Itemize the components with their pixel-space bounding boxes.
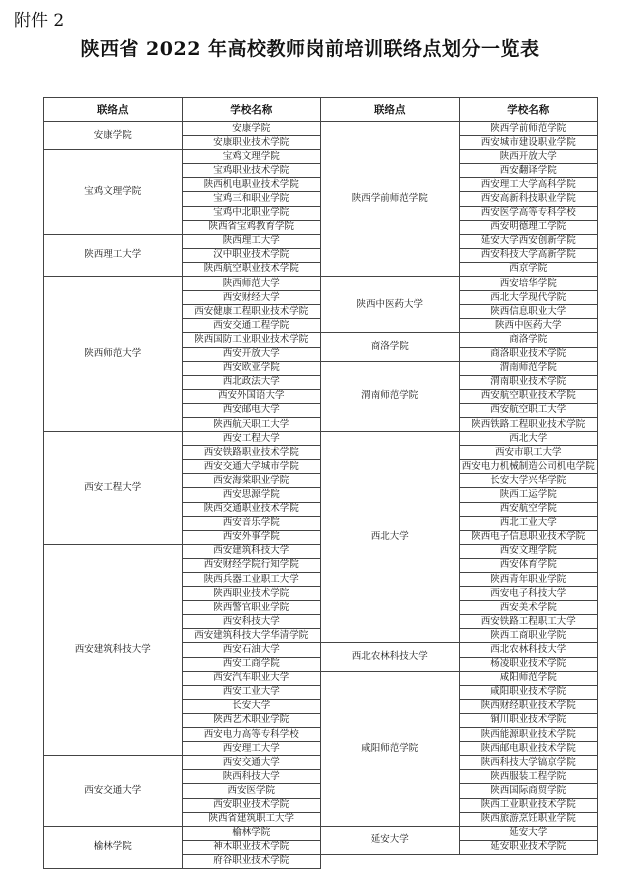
school-name-cell: 陕西国际商贸学院 [459, 784, 598, 798]
liaison-point-cell: 西安工程大学 [44, 432, 183, 545]
annex-label: 附件 2 [14, 11, 65, 31]
school-name-cell: 西安工业大学 [182, 685, 321, 699]
school-name-cell: 西安电子科技大学 [459, 587, 598, 601]
school-name-cell: 西安航空职工大学 [459, 403, 598, 417]
school-name-cell: 咸阳职业技术学院 [459, 685, 598, 699]
school-name-cell: 西安汽车职业大学 [182, 671, 321, 685]
liaison-point-cell: 西安交通大学 [44, 756, 183, 826]
school-name-cell: 西安铁路职业技术学院 [182, 446, 321, 460]
school-name-cell: 西安城市建设职业学院 [459, 136, 598, 150]
school-name-cell: 陕西工业职业技术学院 [459, 798, 598, 812]
school-name-cell: 渭南师范学院 [459, 361, 598, 375]
school-name-cell: 陕西航天职工大学 [182, 417, 321, 431]
school-name-cell: 西安铁路工程职工大学 [459, 615, 598, 629]
school-name-cell: 陕西师范大学 [182, 277, 321, 291]
school-name-cell: 陕西省宝鸡教育学院 [182, 220, 321, 234]
school-name-cell: 陕西服装工程学院 [459, 770, 598, 784]
school-name-cell: 西安工商学院 [182, 657, 321, 671]
table-row [44, 432, 598, 446]
school-name-cell: 陕西财经职业技术学院 [459, 699, 598, 713]
table-row [44, 122, 598, 136]
school-name-cell: 陕西工运学院 [459, 488, 598, 502]
school-name-cell: 陕西学前师范学院 [459, 122, 598, 136]
school-name-cell: 西安邮电大学 [182, 403, 321, 417]
school-name-cell: 西安科技大学 [182, 615, 321, 629]
school-name-cell: 安康学院 [182, 122, 321, 136]
school-name-cell: 陕西交通职业技术学院 [182, 502, 321, 516]
school-name-cell: 商洛学院 [459, 333, 598, 347]
school-name-cell: 神木职业技术学院 [182, 840, 321, 854]
school-name-cell: 西安培华学院 [459, 277, 598, 291]
school-name-cell: 长安大学兴华学院 [459, 474, 598, 488]
school-name-cell: 陕西铁路工程职业技术学院 [459, 417, 598, 431]
school-name-cell: 西安理工大学高科学院 [459, 178, 598, 192]
table-body [44, 122, 598, 869]
school-name-cell: 陕西航空职业技术学院 [182, 262, 321, 276]
school-name-cell: 宝鸡文理学院 [182, 150, 321, 164]
school-name-cell: 西安交通大学 [182, 756, 321, 770]
liaison-point-cell: 延安大学 [321, 826, 460, 854]
school-name-cell: 商洛职业技术学院 [459, 347, 598, 361]
school-name-cell: 陕西警官职业学院 [182, 601, 321, 615]
school-name-cell: 西安建筑科技大学华清学院 [182, 629, 321, 643]
school-name-cell: 西安医学高等专科学校 [459, 206, 598, 220]
liaison-point-cell: 西北农林科技大学 [321, 643, 460, 671]
school-name-cell: 延安大学 [459, 826, 598, 840]
school-name-cell: 陕西青年职业学院 [459, 573, 598, 587]
school-name-cell: 西安美术学院 [459, 601, 598, 615]
table-header-row [44, 98, 598, 122]
school-name-cell: 陕西开放大学 [459, 150, 598, 164]
liaison-point-cell: 安康学院 [44, 122, 183, 150]
school-name-cell: 西北农林科技大学 [459, 643, 598, 657]
school-name-cell: 陕西国防工业职业技术学院 [182, 333, 321, 347]
school-name-cell: 渭南职业技术学院 [459, 375, 598, 389]
school-name-cell: 西安音乐学院 [182, 516, 321, 530]
school-name-cell: 西安航空学院 [459, 502, 598, 516]
liaison-point-cell: 西北大学 [321, 432, 460, 643]
school-name-cell: 西安工程大学 [182, 432, 321, 446]
school-name-cell: 陕西电子信息职业技术学院 [459, 530, 598, 544]
school-name-cell: 陕西信息职业大学 [459, 305, 598, 319]
school-name-cell: 西安电力机械制造公司机电学院 [459, 460, 598, 474]
school-name-cell: 西安职业技术学院 [182, 798, 321, 812]
school-name-cell: 西安建筑科技大学 [182, 544, 321, 558]
school-name-cell: 榆林学院 [182, 826, 321, 840]
school-name-cell: 陕西职业技术学院 [182, 587, 321, 601]
school-name-cell: 西安石油大学 [182, 643, 321, 657]
liaison-point-cell: 咸阳师范学院 [321, 671, 460, 826]
school-name-cell: 西安健康工程职业技术学院 [182, 305, 321, 319]
school-name-cell: 汉中职业技术学院 [182, 248, 321, 262]
school-name-cell: 西安文理学院 [459, 544, 598, 558]
school-name-cell: 陕西省建筑职工大学 [182, 812, 321, 826]
school-name-cell: 延安大学西安创新学院 [459, 234, 598, 248]
school-name-cell: 宝鸡三和职业学院 [182, 192, 321, 206]
school-name-cell: 西安交通工程学院 [182, 319, 321, 333]
school-name-cell: 西北政法大学 [182, 375, 321, 389]
school-name-cell: 陕西理工大学 [182, 234, 321, 248]
school-name-cell: 西安高新科技职业学院 [459, 192, 598, 206]
school-name-cell: 宝鸡职业技术学院 [182, 164, 321, 178]
school-name-cell: 陕西工商职业学院 [459, 629, 598, 643]
school-name-cell: 西安电力高等专科学校 [182, 728, 321, 742]
school-name-cell: 府谷职业技术学院 [182, 854, 321, 868]
header-liaison-right: 联络点 [321, 98, 460, 122]
school-name-cell: 安康职业技术学院 [182, 136, 321, 150]
liaison-table [43, 97, 598, 869]
school-name-cell: 陕西兵器工业职工大学 [182, 573, 321, 587]
school-name-cell: 咸阳师范学院 [459, 671, 598, 685]
header-liaison-left: 联络点 [44, 98, 183, 122]
school-name-cell: 西京学院 [459, 262, 598, 276]
school-name-cell: 西北工业大学 [459, 516, 598, 530]
school-name-cell: 西安财经大学 [182, 291, 321, 305]
school-name-cell: 西安航空职业技术学院 [459, 389, 598, 403]
school-name-cell: 陕西邮电职业技术学院 [459, 742, 598, 756]
school-name-cell: 陕西科技大学 [182, 770, 321, 784]
school-name-cell: 西安开放大学 [182, 347, 321, 361]
school-name-cell: 西安欧亚学院 [182, 361, 321, 375]
document-title: 陕西省 2022 年高校教师岗前培训联络点划分一览表 [80, 38, 540, 60]
school-name-cell: 延安职业技术学院 [459, 840, 598, 854]
school-name-cell: 长安大学 [182, 699, 321, 713]
school-name-cell: 宝鸡中北职业学院 [182, 206, 321, 220]
liaison-point-cell: 西安建筑科技大学 [44, 544, 183, 755]
school-name-cell: 陕西机电职业技术学院 [182, 178, 321, 192]
liaison-point-cell: 陕西中医药大学 [321, 277, 460, 333]
school-name-cell: 西安翻译学院 [459, 164, 598, 178]
school-name-cell: 陕西能源职业技术学院 [459, 728, 598, 742]
table-row [44, 826, 598, 840]
school-name-cell: 西北大学现代学院 [459, 291, 598, 305]
school-name-cell: 西安科技大学高新学院 [459, 248, 598, 262]
liaison-point-cell: 榆林学院 [44, 826, 183, 868]
liaison-point-cell: 宝鸡文理学院 [44, 150, 183, 235]
school-name-cell: 西安海棠职业学院 [182, 474, 321, 488]
liaison-point-cell: 商洛学院 [321, 333, 460, 361]
liaison-point-cell: 渭南师范学院 [321, 361, 460, 431]
school-name-cell: 西安理工大学 [182, 742, 321, 756]
liaison-point-cell: 陕西师范大学 [44, 277, 183, 432]
school-name-cell: 西安市职工大学 [459, 446, 598, 460]
liaison-point-cell: 陕西学前师范学院 [321, 122, 460, 277]
school-name-cell: 陕西旅游烹饪职业学院 [459, 812, 598, 826]
school-name-cell: 陕西中医药大学 [459, 319, 598, 333]
school-name-cell: 铜川职业技术学院 [459, 713, 598, 727]
school-name-cell: 西安体育学院 [459, 558, 598, 572]
table-row [44, 277, 598, 291]
school-name-cell: 西安外国语大学 [182, 389, 321, 403]
school-name-cell: 陕西艺术职业学院 [182, 713, 321, 727]
header-school-left: 学校名称 [182, 98, 321, 122]
school-name-cell: 西安思源学院 [182, 488, 321, 502]
school-name-cell: 西安明德理工学院 [459, 220, 598, 234]
school-name-cell: 西北大学 [459, 432, 598, 446]
school-name-cell: 西安医学院 [182, 784, 321, 798]
school-name-cell: 杨凌职业技术学院 [459, 657, 598, 671]
liaison-point-cell: 陕西理工大学 [44, 234, 183, 276]
school-name-cell: 西安交通大学城市学院 [182, 460, 321, 474]
school-name-cell: 西安外事学院 [182, 530, 321, 544]
school-name-cell: 陕西科技大学镐京学院 [459, 756, 598, 770]
header-school-right: 学校名称 [459, 98, 598, 122]
school-name-cell: 西安财经学院行知学院 [182, 558, 321, 572]
